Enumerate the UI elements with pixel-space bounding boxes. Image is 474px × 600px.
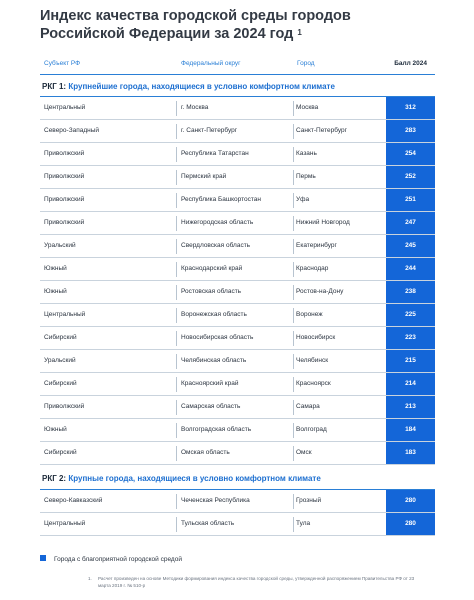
table-row bbox=[40, 442, 435, 465]
group-code: РКГ 1: bbox=[42, 82, 67, 91]
cell-subject: г. Москва bbox=[181, 104, 209, 111]
cell-subject: г. Санкт-Петербург bbox=[181, 127, 238, 134]
cell-district: Сибирский bbox=[44, 449, 77, 456]
column-separator bbox=[293, 262, 294, 277]
column-separator bbox=[293, 193, 294, 208]
cell-district: Центральный bbox=[44, 311, 86, 318]
group-title: Крупнейшие города, находящиеся в условно комфортном климате bbox=[68, 82, 335, 91]
cell-city: Тула bbox=[296, 520, 311, 527]
table-header bbox=[40, 60, 435, 74]
column-separator bbox=[176, 239, 177, 254]
cell-district: Северо-Кавказский bbox=[44, 497, 103, 504]
column-separator bbox=[293, 124, 294, 139]
footnote-text: Расчет произведен на основе Методики формирования индекса качества городской среды, утвержденной распоряжением Правительства РФ от 23 марта 2019 г. № 510-р bbox=[98, 576, 415, 588]
cell-city: Красноярск bbox=[296, 380, 331, 387]
cell-subject: Республика Башкортостан bbox=[181, 196, 261, 203]
cell-district: Северо-Западный bbox=[44, 127, 100, 134]
cell-score: 223 bbox=[386, 327, 435, 349]
cell-subject: Челябинская область bbox=[181, 357, 247, 364]
cell-subject: Чеченская Республика bbox=[181, 497, 250, 504]
header-city: Город bbox=[297, 60, 315, 67]
table-row bbox=[40, 97, 435, 120]
cell-score: 225 bbox=[386, 304, 435, 326]
cell-city: Омск bbox=[296, 449, 312, 456]
column-separator bbox=[176, 400, 177, 415]
table-row bbox=[40, 304, 435, 327]
cell-subject: Красноярский край bbox=[181, 380, 239, 387]
cell-subject: Воронежская область bbox=[181, 311, 247, 318]
cell-district: Южный bbox=[44, 265, 67, 272]
column-separator bbox=[293, 170, 294, 185]
cell-district: Уральский bbox=[44, 242, 76, 249]
header-subject: Субъект РФ bbox=[44, 60, 81, 67]
group-header-rkg2 bbox=[40, 471, 435, 487]
column-separator bbox=[293, 308, 294, 323]
cell-score: 214 bbox=[386, 373, 435, 395]
page-title bbox=[40, 7, 440, 43]
group-title: Крупные города, находящиеся в условно комфортном климате bbox=[68, 474, 321, 483]
column-separator bbox=[293, 494, 294, 509]
column-separator bbox=[293, 239, 294, 254]
cell-district: Приволжский bbox=[44, 196, 85, 203]
cell-city: Грозный bbox=[296, 497, 322, 504]
cell-score: 247 bbox=[386, 212, 435, 234]
cell-score: 283 bbox=[386, 120, 435, 142]
cell-district: Приволжский bbox=[44, 150, 85, 157]
cell-subject: Новосибирская область bbox=[181, 334, 254, 341]
cell-subject: Ростовская область bbox=[181, 288, 242, 295]
header-divider bbox=[40, 74, 435, 75]
title-line-2-text: Российской Федерации за 2024 год bbox=[40, 26, 294, 42]
cell-city: Казань bbox=[296, 150, 317, 157]
cell-city: Ростов-на-Дону bbox=[296, 288, 344, 295]
cell-city: Уфа bbox=[296, 196, 310, 203]
cell-district: Уральский bbox=[44, 357, 76, 364]
cell-score: 183 bbox=[386, 442, 435, 464]
header-district: Федеральный округ bbox=[181, 60, 241, 67]
group-rows-rkg1 bbox=[40, 97, 435, 465]
column-separator bbox=[176, 517, 177, 532]
table-row bbox=[40, 166, 435, 189]
title-line-2 bbox=[40, 25, 440, 43]
cell-subject: Омская область bbox=[181, 449, 230, 456]
column-separator bbox=[176, 308, 177, 323]
cell-score: 312 bbox=[386, 97, 435, 119]
cell-district: Центральный bbox=[44, 520, 86, 527]
legend-label: Города с благоприятной городской средой bbox=[54, 556, 182, 563]
cell-city: Москва bbox=[296, 104, 319, 111]
footnote bbox=[88, 575, 418, 589]
table-row bbox=[40, 419, 435, 442]
cell-city: Екатеринбург bbox=[296, 242, 337, 249]
column-separator bbox=[176, 423, 177, 438]
column-separator bbox=[176, 285, 177, 300]
cell-score: 280 bbox=[386, 490, 435, 512]
cell-subject: Свердловская область bbox=[181, 242, 251, 249]
column-separator bbox=[176, 494, 177, 509]
cell-subject: Нижегородская область bbox=[181, 219, 254, 226]
table-row bbox=[40, 327, 435, 350]
table-row bbox=[40, 513, 435, 536]
column-separator bbox=[293, 147, 294, 162]
cell-district: Приволжский bbox=[44, 403, 85, 410]
cell-district: Приволжский bbox=[44, 219, 85, 226]
column-separator bbox=[176, 331, 177, 346]
table-row bbox=[40, 490, 435, 513]
column-separator bbox=[176, 101, 177, 116]
cell-city: Самара bbox=[296, 403, 320, 410]
column-separator bbox=[176, 193, 177, 208]
group-rows-rkg2 bbox=[40, 490, 435, 536]
column-separator bbox=[293, 423, 294, 438]
legend bbox=[40, 556, 182, 563]
group-header-rkg1 bbox=[40, 79, 435, 95]
column-separator bbox=[293, 331, 294, 346]
column-separator bbox=[293, 216, 294, 231]
cell-city: Нижний Новгород bbox=[296, 219, 350, 226]
legend-swatch bbox=[40, 555, 46, 561]
column-separator bbox=[176, 354, 177, 369]
column-separator bbox=[293, 285, 294, 300]
cell-district: Сибирский bbox=[44, 334, 77, 341]
cell-score: 252 bbox=[386, 166, 435, 188]
table-row bbox=[40, 396, 435, 419]
column-separator bbox=[293, 400, 294, 415]
table-row bbox=[40, 235, 435, 258]
cell-city: Челябинск bbox=[296, 357, 329, 364]
column-separator bbox=[293, 101, 294, 116]
table-row bbox=[40, 350, 435, 373]
cell-score: 184 bbox=[386, 419, 435, 441]
cell-district: Центральный bbox=[44, 104, 86, 111]
group-code: РКГ 2: bbox=[42, 474, 67, 483]
cell-subject: Тульская область bbox=[181, 520, 235, 527]
column-separator bbox=[176, 446, 177, 461]
table-row bbox=[40, 143, 435, 166]
column-separator bbox=[176, 262, 177, 277]
column-separator bbox=[176, 377, 177, 392]
column-separator bbox=[176, 216, 177, 231]
cell-score: 245 bbox=[386, 235, 435, 257]
cell-district: Южный bbox=[44, 426, 67, 433]
cell-score: 280 bbox=[386, 513, 435, 535]
cell-score: 254 bbox=[386, 143, 435, 165]
cell-subject: Самарская область bbox=[181, 403, 241, 410]
table-row bbox=[40, 212, 435, 235]
cell-subject: Пермский край bbox=[181, 173, 227, 180]
title-footnote-mark: 1 bbox=[297, 28, 302, 37]
cell-city: Волгоград bbox=[296, 426, 327, 433]
cell-score: 213 bbox=[386, 396, 435, 418]
column-separator bbox=[176, 170, 177, 185]
cell-city: Воронеж bbox=[296, 311, 323, 318]
column-separator bbox=[293, 446, 294, 461]
cell-district: Южный bbox=[44, 288, 67, 295]
cell-city: Краснодар bbox=[296, 265, 329, 272]
table-row bbox=[40, 373, 435, 396]
cell-score: 244 bbox=[386, 258, 435, 280]
cell-score: 251 bbox=[386, 189, 435, 211]
cell-subject: Республика Татарстан bbox=[181, 150, 249, 157]
cell-city: Новосибирск bbox=[296, 334, 336, 341]
column-separator bbox=[293, 517, 294, 532]
column-separator bbox=[293, 354, 294, 369]
table-row bbox=[40, 258, 435, 281]
footnote-number: 1. bbox=[88, 576, 92, 581]
cell-score: 238 bbox=[386, 281, 435, 303]
table-row bbox=[40, 189, 435, 212]
cell-city: Пермь bbox=[296, 173, 316, 180]
cell-district: Сибирский bbox=[44, 380, 77, 387]
title-line-1: Индекс качества городской среды городов bbox=[40, 8, 351, 24]
column-separator bbox=[293, 377, 294, 392]
column-separator bbox=[176, 124, 177, 139]
cell-score: 215 bbox=[386, 350, 435, 372]
header-score: Балл 2024 bbox=[394, 60, 427, 67]
table-row bbox=[40, 281, 435, 304]
table-row bbox=[40, 120, 435, 143]
column-separator bbox=[176, 147, 177, 162]
cell-district: Приволжский bbox=[44, 173, 85, 180]
cell-city: Санкт-Петербург bbox=[296, 127, 347, 134]
cell-subject: Волгоградская область bbox=[181, 426, 252, 433]
cell-subject: Краснодарский край bbox=[181, 265, 243, 272]
